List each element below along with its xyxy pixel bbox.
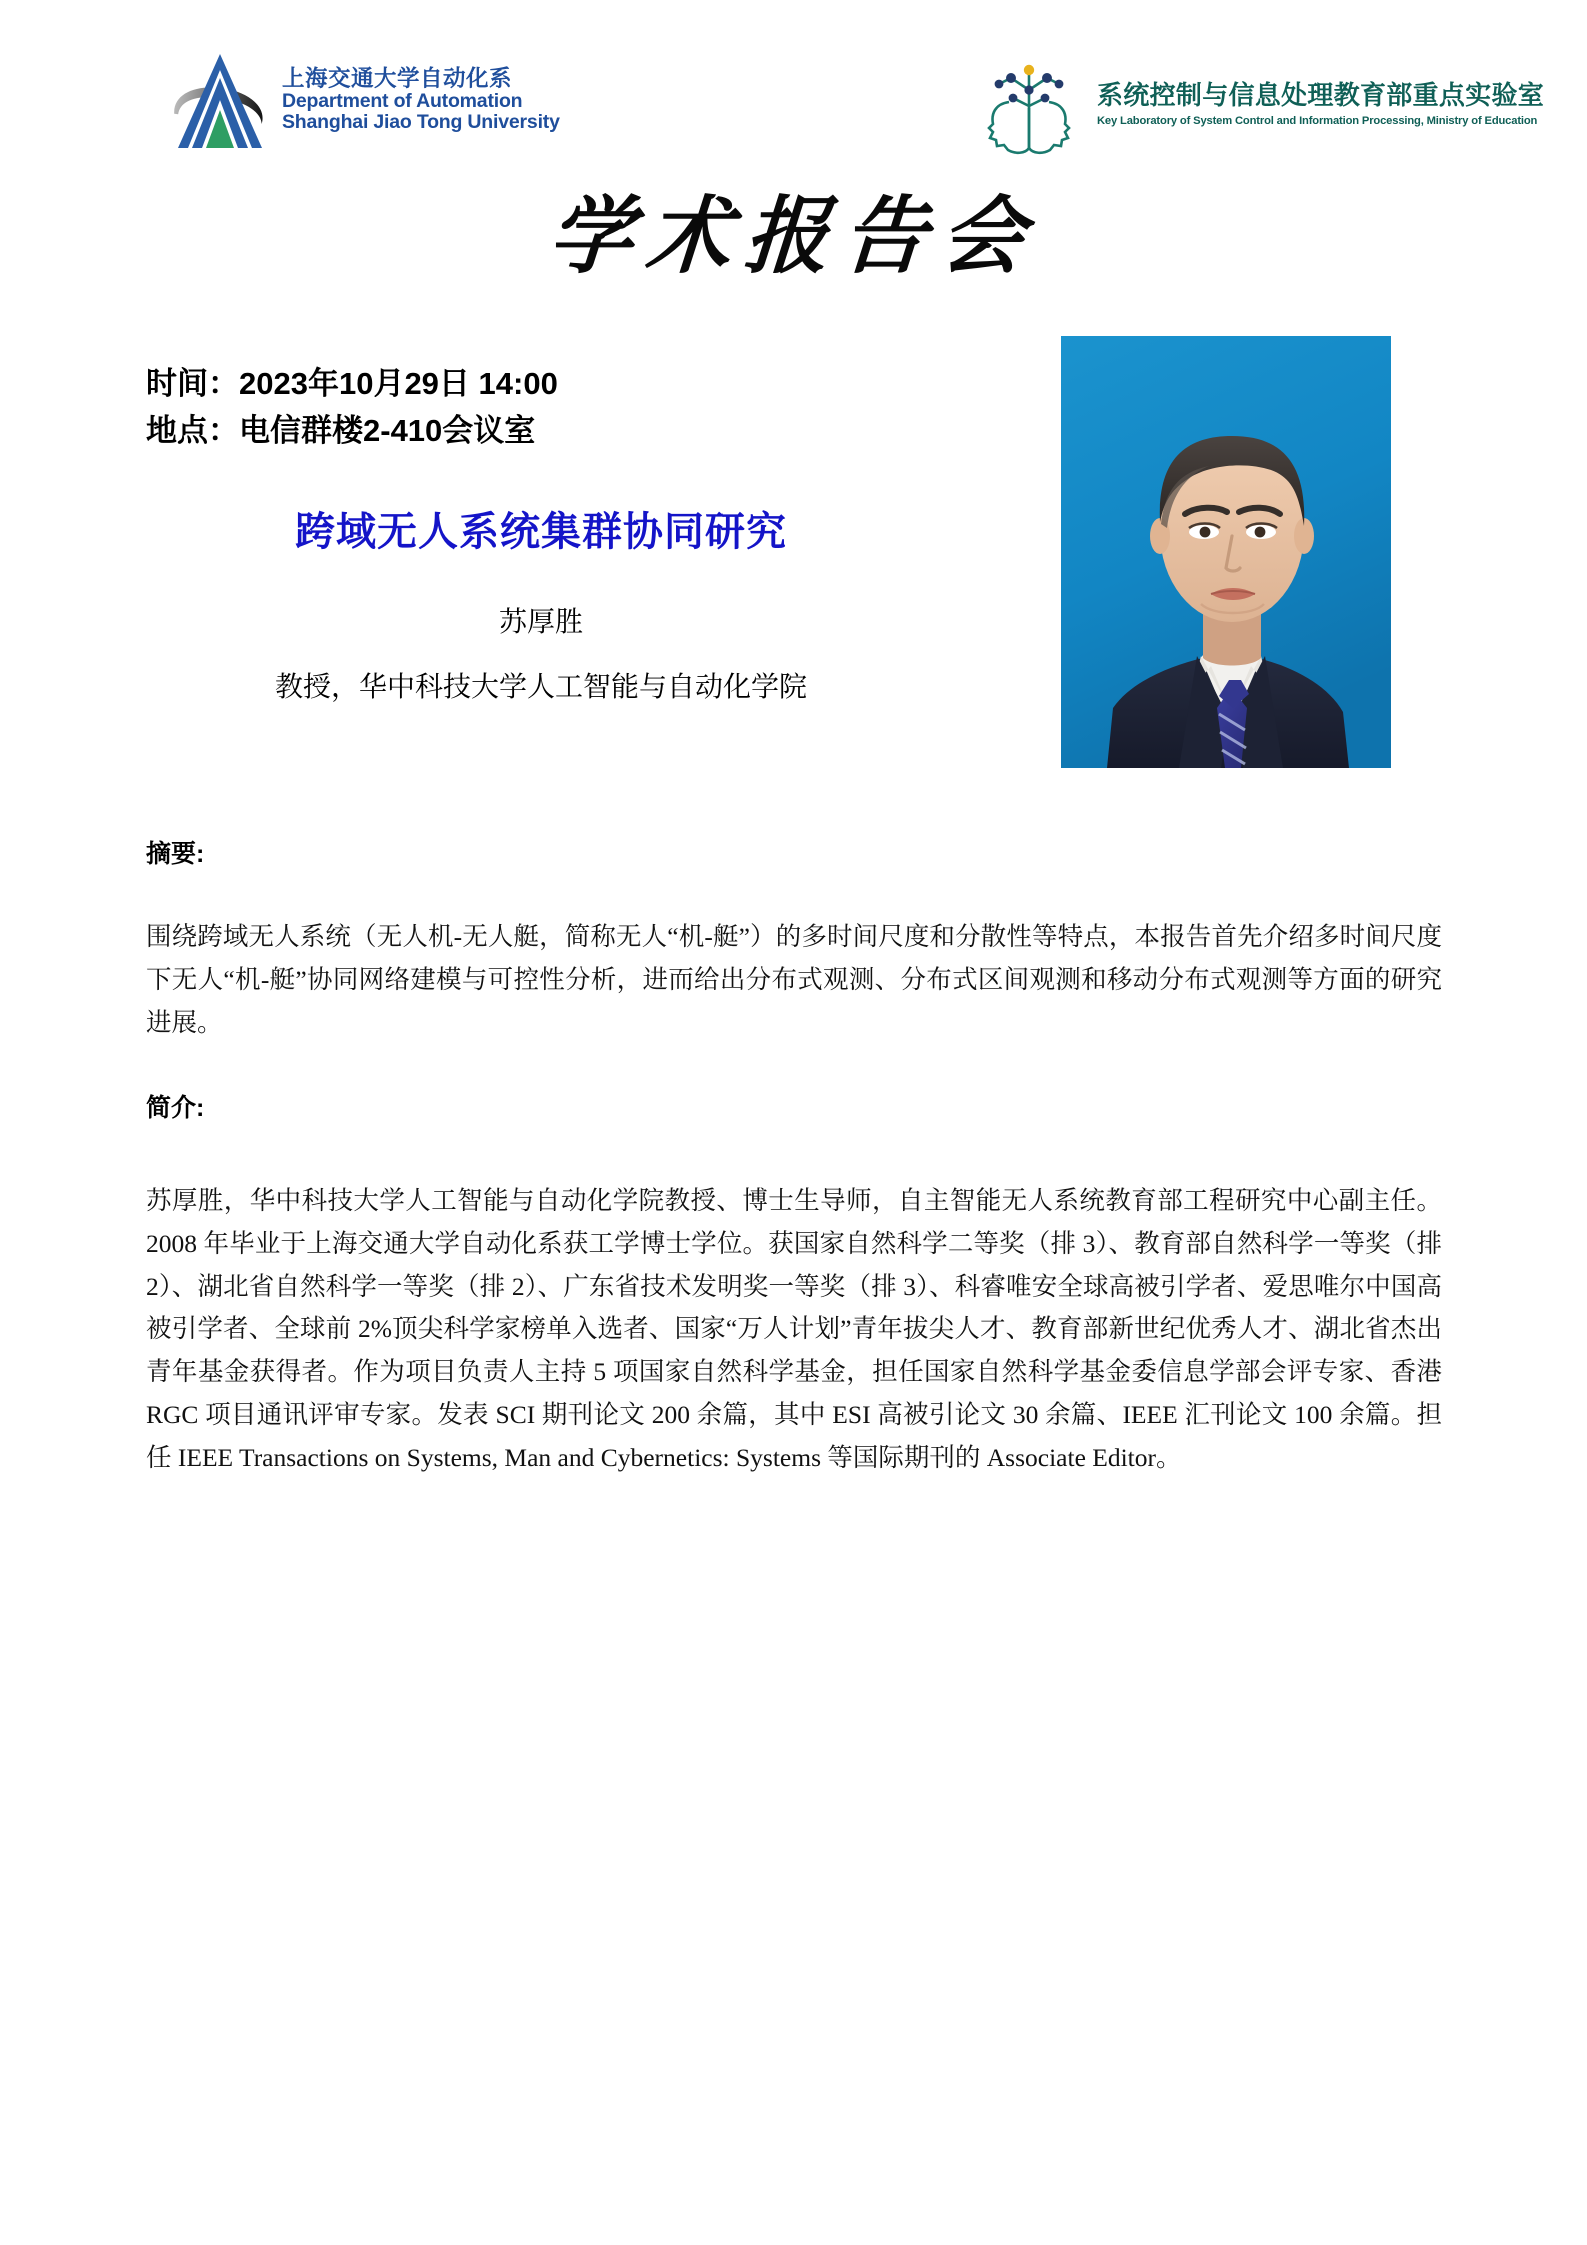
abstract-label: 摘要:	[146, 840, 205, 868]
event-time-label: 时间：	[146, 366, 239, 401]
key-laboratory-logo	[975, 50, 1544, 158]
speaker-name: 苏厚胜	[498, 607, 583, 638]
sjtu-logo-cn: 上海交通大学自动化系	[282, 66, 513, 92]
bio-text: 苏厚胜，华中科技大学人工智能与自动化学院教授、博士生导师，自主智能无人系统教育部工程研究中心副主任。2008 年毕业于上海交通大学自动化系获工学博士学位。获国家自然科学二等奖（排 3）、教育部自然科学一等奖（排 2）、湖北省自然科学一等奖（排 2）、广东省技术发明奖一等奖（排 3）、科睿唯安全球高被引学者、爱思唯尔中国高被引学者、全球前 2%顶尖科学家榜单入选者、国家“万人计划”青年拔尖人才、教育部新世纪优秀人才、湖北省杰出青年基金获得者。作为项目负责人主持 5 项国家自然科学基金，担任国家自然科学基金委信息学部会评专家、香港 RGC 项目通讯评审专家。发表 SCI 期刊论文 200 余篇，其中 ESI 高被引论文 30 余篇、IEEE 汇刊论文 100 余篇。担任 IEEE Transactions on Systems, Man and Cybernetics: Systems 等国际期刊的 Associate Editor。	[146, 1186, 1442, 1472]
key-lab-logo-cn: 系统控制与信息处理教育部重点实验室	[1097, 79, 1545, 110]
talk-title: 跨域无人系统集群协同研究	[295, 509, 787, 554]
bio-label: 简介:	[146, 1094, 205, 1122]
event-time-row	[146, 360, 558, 407]
event-meta	[146, 360, 558, 454]
sjtu-logo-icon	[168, 48, 272, 152]
event-time-value: 2023年10月29日 14:00	[239, 366, 558, 401]
abstract-text: 围绕跨域无人系统（无人机-无人艇，简称无人“机-艇”）的多时间尺度和分散性等特点，本报告首先介绍多时间尺度下无人“机-艇”协同网络建模与可控性分析，进而给出分布式观测、分布式区间观测和移动分布式观测等方面的研究进展。	[146, 922, 1442, 1037]
event-place-label: 地点：	[146, 413, 239, 449]
key-lab-logo-icon	[975, 50, 1083, 158]
page-title: 学术报告会	[545, 191, 1042, 284]
sjtu-logo-en-line2: Shanghai Jiao Tong University	[282, 111, 560, 134]
speaker-affiliation: 教授，华中科技大学人工智能与自动化学院	[274, 672, 807, 703]
key-lab-logo-en: Key Laboratory of System Control and Information Processing, Ministry of Education	[1097, 115, 1538, 128]
event-place-value: 电信群楼2-410会议室	[239, 413, 536, 449]
sjtu-logo-en-line1: Department of Automation	[282, 90, 523, 113]
poster-header	[0, 0, 1587, 200]
speaker-portrait	[1061, 336, 1391, 768]
sjtu-automation-logo	[168, 48, 560, 152]
sjtu-logo-text	[282, 67, 560, 133]
event-place-row	[146, 407, 558, 454]
key-lab-logo-text	[1097, 81, 1544, 128]
